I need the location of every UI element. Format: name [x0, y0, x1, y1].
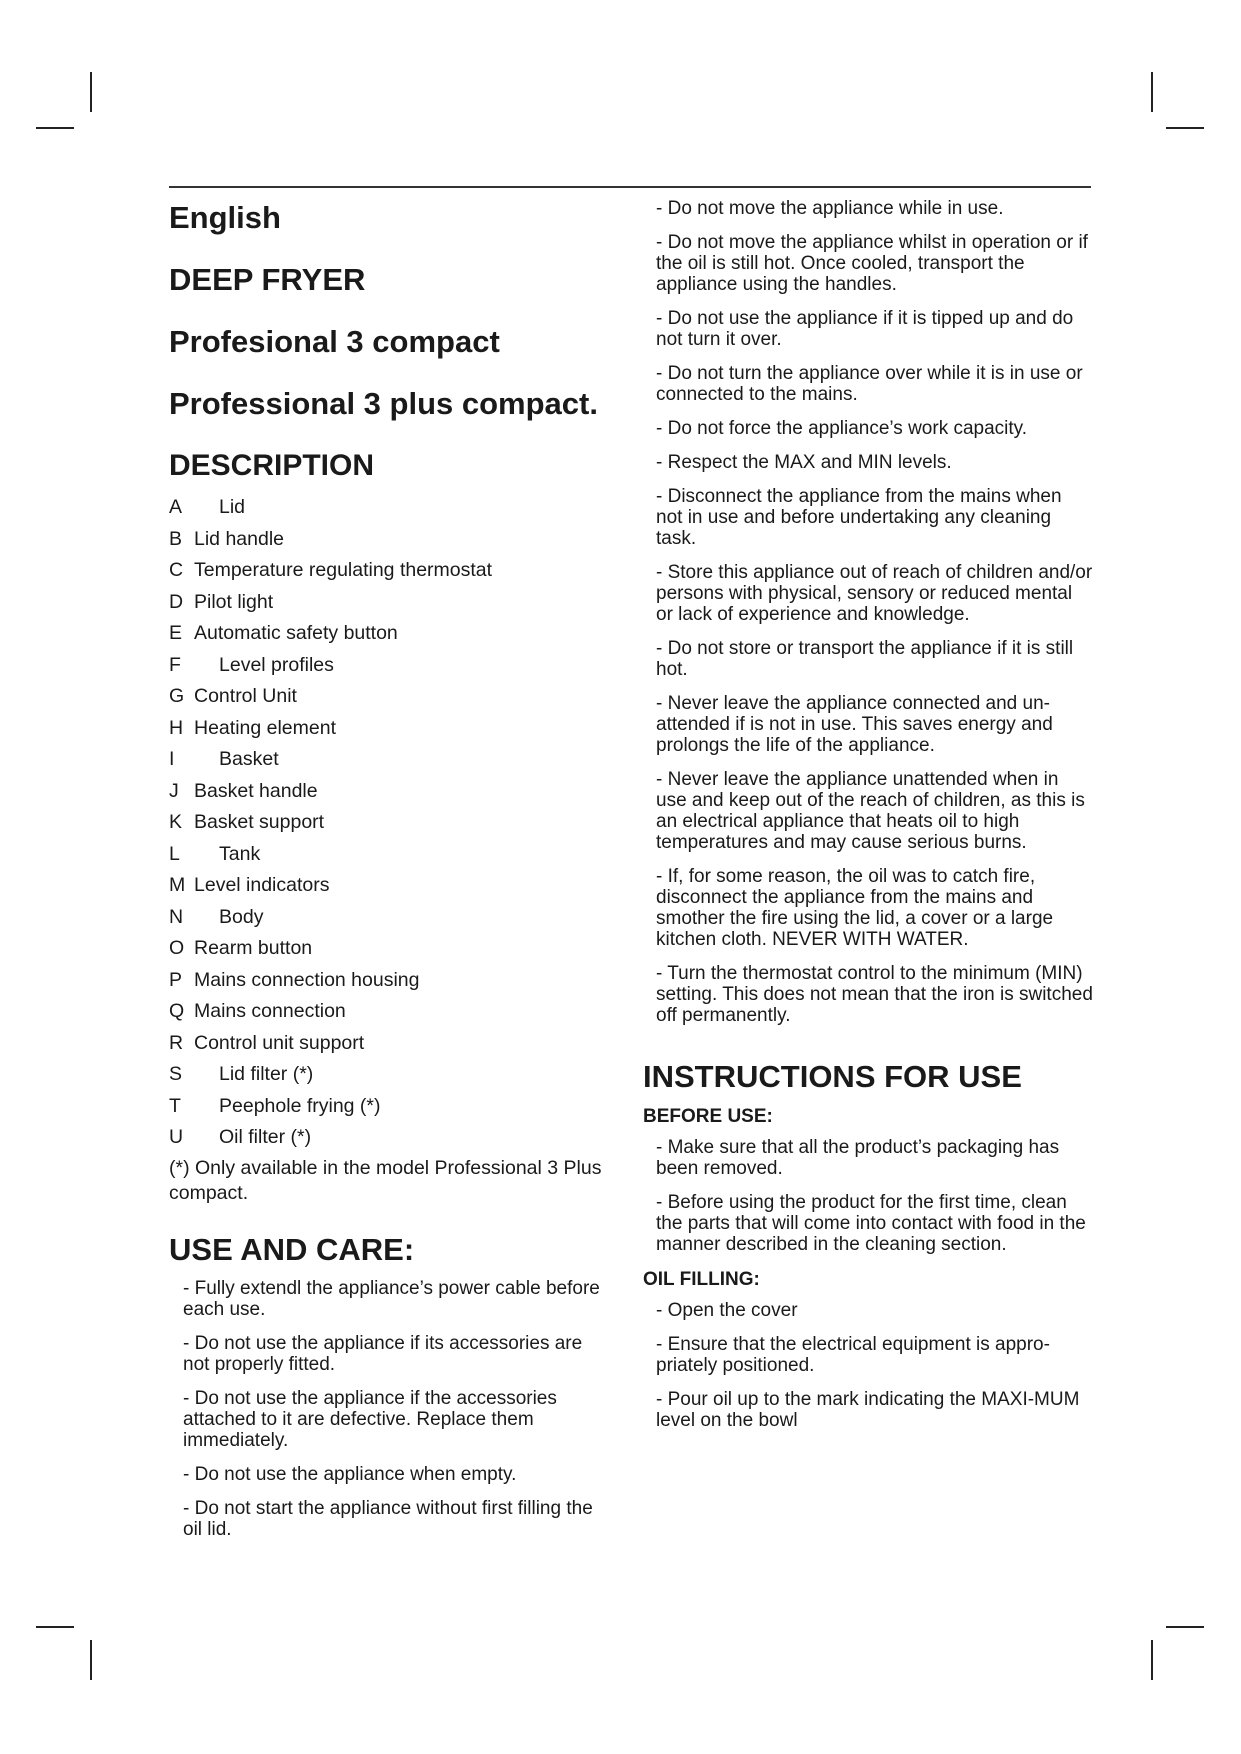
description-label: Basket handle [194, 779, 318, 802]
instruction-item: - Store this appliance out of reach of children and/or persons with physical, sensory or reduced mental or lack of experience and knowledge. [656, 562, 1093, 625]
language-heading: English [169, 200, 281, 235]
description-item [169, 839, 609, 871]
instruction-item: - Disconnect the appliance from the mains when not in use and before undertaking any cleaning task. [656, 486, 1062, 549]
description-label: Basket [219, 748, 279, 770]
description-item [169, 1059, 609, 1091]
description-letter: K [169, 811, 183, 833]
instruction-item: - Respect the MAX and MIN levels. [656, 452, 952, 473]
description-item [169, 555, 609, 587]
description-label: Level profiles [219, 653, 334, 676]
oil-filling-heading: OIL FILLING: [643, 1269, 760, 1290]
instruction-item: - Never leave the appliance connected and un-attended if is not in use. This saves energy and prolongs the life of the appliance. [656, 693, 1053, 756]
crop-mark-top-left-vertical [90, 72, 92, 112]
description-item [169, 681, 609, 713]
description-item [169, 524, 609, 556]
crop-mark-bottom-left-vertical [90, 1640, 92, 1680]
description-item [169, 744, 609, 776]
description-letter: L [169, 842, 180, 865]
description-label: Pilot light [194, 590, 274, 613]
description-label: Heating element [194, 716, 337, 739]
description-letter: N [169, 905, 184, 928]
description-label: Lid handle [194, 527, 284, 550]
oil-filling-list [643, 1300, 1093, 1431]
crop-mark-top-left-horizontal [36, 127, 74, 129]
instructions-heading: INSTRUCTIONS FOR USE [643, 1059, 1022, 1094]
model-title-2: Professional 3 plus compact. [169, 386, 598, 421]
model-title-1: Profesional 3 compact [169, 324, 500, 359]
description-list [169, 492, 609, 1154]
instruction-item: - Turn the thermostat control to the minimum (MIN) setting. This does not mean that the iron is switched off permanently. [656, 963, 1093, 1026]
product-title: DEEP FRYER [169, 262, 366, 297]
description-label: Body [219, 905, 264, 928]
description-item [169, 618, 609, 650]
description-item [169, 492, 609, 524]
crop-mark-bottom-right-horizontal [1166, 1626, 1204, 1628]
model-note: (*) Only available in the model Professional 3 Plus compact. [169, 1156, 602, 1204]
description-label: Mains connection [194, 1000, 346, 1022]
description-item [169, 587, 609, 619]
instruction-item: - Pour oil up to the mark indicating the MAXI-MUM level on the bowl [656, 1389, 1080, 1431]
instruction-item: - Before using the product for the first time, clean the parts that will come into contact with food in the manner described in the cleaning section. [656, 1192, 1086, 1255]
description-letter: Q [169, 1000, 185, 1022]
instruction-item: - Do not use the appliance when empty. [183, 1463, 517, 1485]
description-letter: J [169, 779, 179, 802]
description-letter: R [169, 1031, 184, 1054]
description-label: Automatic safety button [194, 622, 398, 644]
instruction-item: - Do not force the appliance’s work capacity. [656, 418, 1028, 439]
crop-mark-top-right-vertical [1151, 72, 1153, 112]
description-item [169, 933, 609, 965]
before-use-list [643, 1137, 1093, 1255]
description-letter: E [169, 622, 183, 644]
description-label: Level indicators [194, 874, 330, 896]
description-heading: DESCRIPTION [169, 449, 375, 482]
header-rule [169, 186, 1091, 188]
description-letter: F [169, 653, 181, 676]
description-item [169, 902, 609, 934]
description-item [169, 870, 609, 902]
description-letter: B [169, 527, 183, 550]
description-letter: D [169, 590, 184, 613]
use-and-care-list-right [643, 198, 1093, 1026]
description-letter: G [169, 685, 185, 707]
description-label: Control Unit [194, 685, 297, 707]
instruction-item: - Open the cover [656, 1300, 798, 1321]
description-letter: A [169, 496, 183, 518]
description-label: Temperature regulating thermostat [194, 559, 493, 581]
instruction-item: - Do not store or transport the appliance if it is still hot. [656, 638, 1074, 680]
right-column [643, 198, 1093, 1444]
description-label: Mains connection housing [194, 968, 420, 991]
description-letter: M [169, 874, 186, 896]
description-item [169, 1122, 609, 1154]
description-item [169, 965, 609, 997]
description-label: Rearm button [194, 937, 313, 959]
description-item [169, 776, 609, 808]
instruction-item: - Do not start the appliance without first filling the oil lid. [183, 1497, 593, 1540]
instruction-item: - Never leave the appliance unattended when in use and keep out of the reach of children, as this is an electrical appliance that heats oil to high temperatures and may cause serious burns. [656, 769, 1085, 853]
description-item [169, 713, 609, 745]
crop-mark-top-right-horizontal [1166, 127, 1204, 129]
description-item [169, 1028, 609, 1060]
description-label: Lid filter (*) [219, 1063, 314, 1085]
instruction-item: - If, for some reason, the oil was to catch fire, disconnect the appliance from the mains and smother the fire using the lid, a cover or a large kitchen cloth. NEVER WITH WATER. [656, 866, 1054, 950]
instruction-item: - Make sure that all the product’s packaging has been removed. [656, 1137, 1060, 1179]
instruction-item: - Do not use the appliance if its accessories are not properly fitted. [183, 1332, 583, 1375]
description-item [169, 807, 609, 839]
description-letter: U [169, 1126, 184, 1148]
instruction-item: - Ensure that the electrical equipment is appro-priately positioned. [656, 1334, 1050, 1376]
crop-mark-bottom-right-vertical [1151, 1640, 1153, 1680]
instruction-item: - Do not turn the appliance over while it is in use or connected to the mains. [656, 363, 1083, 405]
left-column [169, 196, 609, 1553]
description-item [169, 650, 609, 682]
use-and-care-heading: USE AND CARE: [169, 1231, 415, 1267]
instruction-item: - Do not move the appliance whilst in operation or if the oil is still hot. Once cooled, transport the appliance using the handles. [656, 232, 1088, 295]
description-label: Tank [219, 842, 261, 865]
description-label: Oil filter (*) [219, 1126, 312, 1148]
instruction-item: - Do not use the appliance if it is tipped up and do not turn it over. [656, 308, 1074, 350]
crop-mark-bottom-left-horizontal [36, 1626, 74, 1628]
description-letter: S [169, 1063, 183, 1085]
before-use-heading: BEFORE USE: [643, 1106, 773, 1127]
description-item [169, 1091, 609, 1123]
description-label: Peephole frying (*) [219, 1094, 381, 1117]
description-letter: O [169, 937, 185, 959]
description-label: Control unit support [194, 1031, 365, 1054]
description-letter: C [169, 559, 184, 581]
instruction-item: - Do not move the appliance while in use. [656, 198, 1004, 219]
description-item [169, 996, 609, 1028]
description-letter: T [169, 1094, 181, 1117]
use-and-care-list-left [169, 1278, 609, 1540]
description-letter: I [169, 748, 175, 770]
description-label: Lid [219, 496, 246, 518]
instruction-item: - Do not use the appliance if the accessories attached to it are defective. Replace them immediately. [183, 1387, 557, 1451]
description-label: Basket support [194, 811, 325, 833]
description-letter: H [169, 716, 184, 739]
description-letter: P [169, 968, 183, 991]
instruction-item: - Fully extendl the appliance’s power cable before each use. [183, 1277, 600, 1320]
